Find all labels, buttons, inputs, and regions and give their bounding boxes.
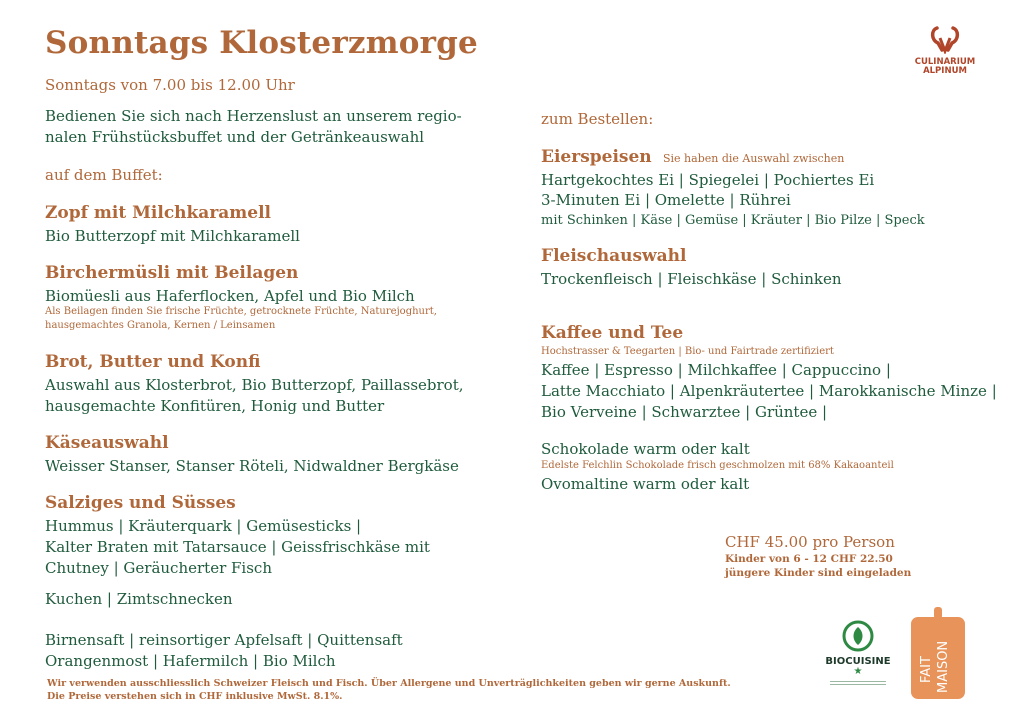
culinarium-logo xyxy=(912,24,978,76)
salziges-text-1: Hummus | Kräuterquark | Gemüsesticks | xyxy=(45,517,362,535)
section-heading-eierspeisen: Eierspeisen xyxy=(541,147,652,167)
chocolate-text: Schokolade warm oder kalt xyxy=(541,440,750,458)
logo-line-1: CULINARIUM xyxy=(914,57,976,67)
coffee-text-3: Bio Verveine | Schwarztee | Grüntee | xyxy=(541,403,828,421)
footer-line-1: Wir verwenden ausschliesslich Schweizer Fleisch und Fisch. Über Allergene und Unverträglichkeiten geben wir gerne Auskunft. xyxy=(47,678,731,689)
coffee-text-2: Latte Macchiato | Alpenkräutertee | Marokkanische Minze | xyxy=(541,382,997,400)
section-heading-kaffee: Kaffee und Tee xyxy=(541,323,684,343)
ibex-icon xyxy=(912,24,978,54)
coffee-note: Hochstrasser & Teegarten | Bio- und Fairtrade zertifiziert xyxy=(541,346,834,357)
footer-line-2: Die Preise verstehen sich in CHF inklusive MwSt. 8.1%. xyxy=(47,691,343,702)
meat-text: Trockenfleisch | Fleischkäse | Schinken xyxy=(541,270,842,288)
maison-label: MAISON xyxy=(936,640,951,693)
coffee-text-1: Kaffee | Espresso | Milchkaffee | Cappuccino | xyxy=(541,361,891,379)
price-kids: Kinder von 6 - 12 CHF 22.50 xyxy=(725,553,893,565)
section-heading-salziges: Salziges und Süsses xyxy=(45,493,236,513)
zopf-text: Bio Butterzopf mit Milchkaramell xyxy=(45,227,300,245)
fait-maison-badge xyxy=(909,607,967,699)
cakes-text: Kuchen | Zimtschnecken xyxy=(45,590,233,608)
drinks-text-1: Birnensaft | reinsortiger Apfelsaft | Quittensaft xyxy=(45,631,403,649)
fait-label: FAIT xyxy=(919,656,934,683)
section-heading-brot: Brot, Butter und Konfi xyxy=(45,352,261,372)
price-young: jüngere Kinder sind eingeladen xyxy=(725,567,912,579)
intro-line-2: nalen Frühstücksbuffet und der Getränkeauswahl xyxy=(45,128,425,146)
buffet-label: auf dem Buffet: xyxy=(45,166,163,184)
page-title: Sonntags Klosterzmorge xyxy=(45,25,478,61)
salziges-text-2: Kalter Braten mit Tatarsauce | Geissfrischkäse mit xyxy=(45,538,430,556)
star-icon: ★ xyxy=(853,666,863,677)
price-main: CHF 45.00 pro Person xyxy=(725,533,895,551)
section-heading-kaese: Käseauswahl xyxy=(45,433,169,453)
section-heading-zopf: Zopf mit Milchkaramell xyxy=(45,203,272,223)
birchermuesli-note-1: Als Beilagen finden Sie frische Früchte, getrocknete Früchte, Naturejoghurt, xyxy=(45,306,437,317)
brot-text-2: hausgemachte Konfitüren, Honig und Butter xyxy=(45,397,385,415)
logo-line-2: ALPINUM xyxy=(923,66,967,76)
order-label: zum Bestellen: xyxy=(541,110,654,128)
eggs-text-2: 3-Minuten Ei | Omelette | Rührei xyxy=(541,191,791,209)
chocolate-note: Edelste Felchlin Schokolade frisch geschmolzen mit 68% Kakaoanteil xyxy=(541,460,894,471)
intro-line-1: Bedienen Sie sich nach Herzenslust an unserem regio- xyxy=(45,107,462,125)
brot-text-1: Auswahl aus Klosterbrot, Bio Butterzopf, Paillassebrot, xyxy=(45,376,464,394)
eggs-extras: mit Schinken | Käse | Gemüse | Kräuter | Bio Pilze | Speck xyxy=(541,213,925,228)
ovomaltine-text: Ovomaltine warm oder kalt xyxy=(541,475,750,493)
opening-hours: Sonntags von 7.00 bis 12.00 Uhr xyxy=(45,76,295,94)
leaf-circle-icon xyxy=(842,620,874,652)
biocuisine-label: BIOCUISINE xyxy=(825,656,891,667)
drinks-text-2: Orangenmost | Hafermilch | Bio Milch xyxy=(45,652,336,670)
birchermuesli-note-2: hausgemachtes Granola, Kernen / Leinsamen xyxy=(45,320,276,331)
badge-fineprint xyxy=(830,681,886,685)
section-heading-fleisch: Fleischauswahl xyxy=(541,246,687,266)
eggs-subnote: Sie haben die Auswahl zwischen xyxy=(663,152,845,165)
birchermuesli-text: Biomüesli aus Haferflocken, Apfel und Bio Milch xyxy=(45,287,415,305)
eggs-text-1: Hartgekochtes Ei | Spiegelei | Pochiertes Ei xyxy=(541,171,875,189)
salziges-text-3: Chutney | Geräucherter Fisch xyxy=(45,559,272,577)
section-heading-birchermuesli: Birchermüsli mit Beilagen xyxy=(45,263,299,283)
kaese-text: Weisser Stanser, Stanser Röteli, Nidwaldner Bergkäse xyxy=(45,457,459,475)
biocuisine-badge xyxy=(820,620,896,685)
